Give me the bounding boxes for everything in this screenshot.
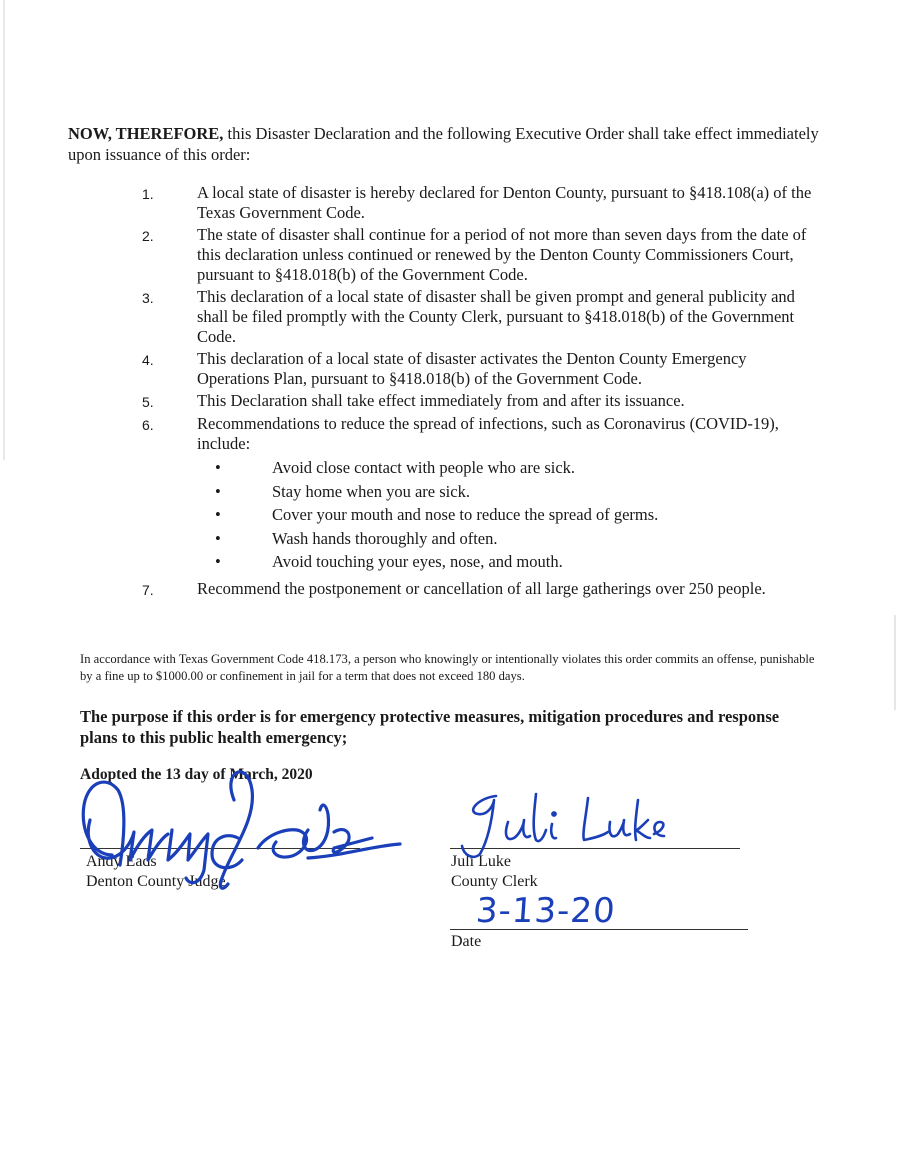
item-text: Recommend the postponement or cancellation of all large gatherings over 250 people. xyxy=(197,578,766,598)
scan-edge-mark xyxy=(894,615,896,710)
item-number: 2. xyxy=(142,228,154,244)
item-text: This declaration of a local state of disaster shall be given prompt and general publicity and shall be filed promptly with the County Clerk, pursuant to §418.018(b) of the Government Code. xyxy=(197,287,795,346)
item-text: Recommendations to reduce the spread of infections, such as Coronavirus (COVID-19), include: xyxy=(197,414,779,453)
item-text: This Declaration shall take effect immediately from and after its issuance. xyxy=(197,391,685,410)
clerk-handwritten-signature xyxy=(452,790,667,860)
list-item xyxy=(142,391,822,412)
legal-notice: In accordance with Texas Government Code 418.173, a person who knowingly or intentionally violates this order commits an offense, punishable by a fine up to $1000.00 or confinement in jail for a term that does not exceed 180 days. xyxy=(80,652,815,683)
handwritten-date: 3-13-20 xyxy=(474,891,618,931)
order-list xyxy=(142,183,822,603)
bullet-dot: • xyxy=(215,481,221,501)
bullet-text: Stay home when you are sick. xyxy=(272,481,470,501)
bullet-item xyxy=(197,505,822,529)
bullet-dot: • xyxy=(215,505,221,524)
list-item xyxy=(142,414,822,576)
item-number: 4. xyxy=(142,352,154,368)
intro-text: this Disaster Declaration and the following Executive Order shall take effect immediately upon issuance of this order: xyxy=(68,124,819,164)
item-text: The state of disaster shall continue for a period of not more than seven days from the date of this declaration unless continued or renewed by the Denton County Commissioners Court, pursuant to §418.018(b) of the Government Code. xyxy=(197,225,807,284)
list-item xyxy=(142,287,822,347)
item-number: 3. xyxy=(142,290,154,306)
clerk-name: Juli Luke xyxy=(451,853,511,870)
item-text: This declaration of a local state of disaster activates the Denton County Emergency Operations Plan, pursuant to §418.018(b) of the Government Code. xyxy=(197,349,747,388)
date-label: Date xyxy=(451,933,482,950)
bullet-text: Cover your mouth and nose to reduce the spread of germs. xyxy=(272,505,659,524)
list-item xyxy=(142,225,822,285)
bullet-dot: • xyxy=(215,458,221,477)
list-item xyxy=(142,349,822,389)
item-text: A local state of disaster is hereby declared for Denton County, pursuant to §418.108(a) of the Texas Government Code. xyxy=(197,183,812,222)
bullet-item xyxy=(197,482,822,506)
bullet-text: Avoid touching your eyes, nose, and mouth. xyxy=(272,552,563,571)
judge-title: Denton County Judge xyxy=(86,873,226,890)
bullet-text: Wash hands thoroughly and often. xyxy=(272,528,498,548)
bullet-dot: • xyxy=(215,528,221,548)
bullet-item xyxy=(197,458,822,482)
scan-edge-mark xyxy=(3,0,5,460)
bullet-item xyxy=(197,552,822,576)
list-item xyxy=(142,578,822,601)
judge-name: Andy Eads xyxy=(86,853,157,870)
intro-bold-lead: NOW, THEREFORE, xyxy=(68,124,224,143)
item-number: 5. xyxy=(142,394,154,410)
list-item xyxy=(142,183,822,223)
clerk-title: County Clerk xyxy=(451,873,538,890)
intro-paragraph xyxy=(68,123,828,165)
adopted-line: Adopted the 13 day of March, 2020 xyxy=(80,766,313,783)
bullet-item xyxy=(197,529,822,553)
item-number: 6. xyxy=(142,417,154,433)
item-number: 7. xyxy=(142,581,154,598)
item-body xyxy=(197,414,822,576)
recommendation-bullets xyxy=(197,458,822,576)
purpose-statement: The purpose if this order is for emergency protective measures, mitigation procedures and response plans to this public health emergency; xyxy=(80,707,780,747)
item-number: 1. xyxy=(142,186,154,202)
bullet-dot: • xyxy=(215,552,221,571)
judge-handwritten-signature xyxy=(72,760,402,890)
bullet-text: Avoid close contact with people who are sick. xyxy=(272,458,576,477)
